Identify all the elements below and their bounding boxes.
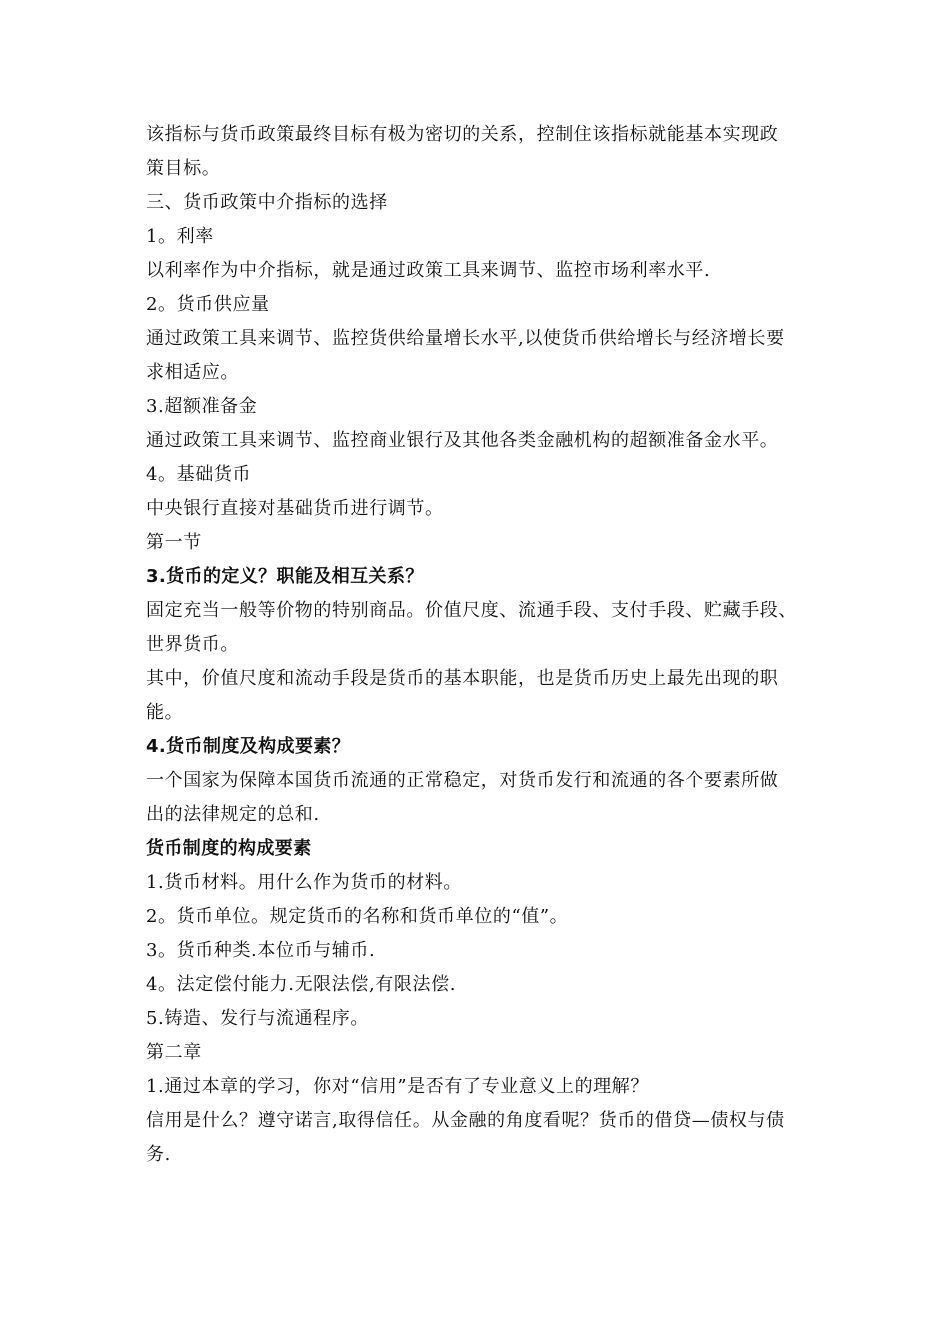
list-item-heading: 1。利率 — [146, 226, 214, 247]
list-item-heading: 3.超额准备金 — [146, 396, 258, 417]
list-item: 5.铸造、发行与流通程序。 — [146, 1008, 369, 1029]
list-item: 2。货币单位。规定货币的名称和货币单位的“值”。 — [146, 906, 569, 927]
document-body — [146, 118, 826, 1172]
paragraph-line: 以利率作为中介指标，就是通过政策工具来调节、监控市场利率水平. — [146, 260, 711, 281]
paragraph-line: 该指标与货币政策最终目标有极为密切的关系，控制住该指标就能基本实现政 — [146, 124, 779, 145]
paragraph-line: 一个国家为保障本国货币流通的正常稳定，对货币发行和流通的各个要素所做 — [146, 770, 779, 791]
list-item: 1.货币材料。用什么作为货币的材料。 — [146, 872, 462, 893]
section-heading: 三、货币政策中介指标的选择 — [146, 192, 388, 213]
list-item-heading: 4。基础货币 — [146, 464, 252, 485]
paragraph-line: 能。 — [146, 702, 184, 723]
question-heading: 3.货币的定义？职能及相互关系？ — [146, 566, 424, 587]
paragraph-line: 中央银行直接对基础货币进行调节。 — [146, 498, 444, 519]
paragraph-line: 通过政策工具来调节、监控商业银行及其他各类金融机构的超额准备金水平。 — [146, 430, 779, 451]
list-item: 3。货币种类.本位币与辅币. — [146, 940, 376, 961]
paragraph-line: 出的法律规定的总和. — [146, 804, 320, 825]
chapter-heading: 第二章 — [146, 1042, 202, 1063]
paragraph-line: 务. — [146, 1144, 171, 1165]
paragraph-line: 求相适应。 — [146, 362, 239, 383]
paragraph-line: 世界货币。 — [146, 634, 239, 655]
list-item: 4。法定偿付能力.无限法偿,有限法偿. — [146, 974, 457, 995]
question-line: 1.通过本章的学习，你对“信用”是否有了专业意义上的理解？ — [146, 1076, 649, 1097]
section-heading: 第一节 — [146, 532, 202, 553]
subsection-heading: 货币制度的构成要素 — [146, 838, 312, 859]
paragraph-line: 通过政策工具来调节、监控货供给量增长水平,以使货币供给增长与经济增长要 — [146, 328, 785, 349]
question-heading: 4.货币制度及构成要素？ — [146, 736, 351, 757]
paragraph-line: 其中，价值尺度和流动手段是货币的基本职能，也是货币历史上最先出现的职 — [146, 668, 779, 689]
paragraph-line: 信用是什么？遵守诺言,取得信任。从金融的角度看呢？货币的借贷—债权与债 — [146, 1110, 785, 1131]
list-item-heading: 2。货币供应量 — [146, 294, 270, 315]
paragraph-line: 策目标。 — [146, 158, 221, 179]
paragraph-line: 固定充当一般等价物的特别商品。价值尺度、流通手段、支付手段、贮藏手段、 — [146, 600, 797, 621]
